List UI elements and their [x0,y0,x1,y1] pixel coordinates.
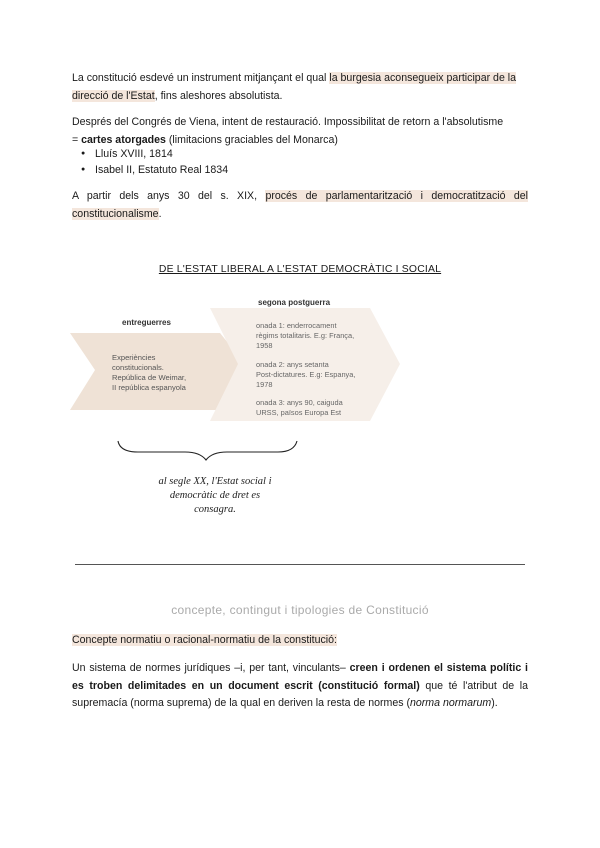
definition-bold: creen i ordenen el sistema polític i es troben delimitades en un document escrit (constitució formal) [72,662,529,692]
thirties-text: A partir dels anys 30 del s. XIX, [72,190,266,202]
definition-text-2: que té l'atribut de la supremacía (norma suprema) de la qual en deriven la resta de normes ( [72,679,529,709]
divider [75,564,525,565]
left-label: entreguerres [122,318,171,327]
bullet-item: ● Isabel II, Estatuto Real 1834 [95,162,228,178]
concept-heading [72,632,528,650]
right-label: segona postguerra [258,298,331,307]
right-wave-1: onada 1: enderrocament règims totalitaris. E.g: França, 1958 [256,321,355,350]
intro-highlight: la burgesia aconsegueix participar de la direcció de l'Estat [72,72,517,102]
handwritten-line: al segle XX, l'Estat social i [158,476,272,487]
thirties-end: . [158,207,162,220]
intro-text: La constitució esdevé un instrument mitjançant el qual [72,72,330,84]
section-heading: DE L'ESTAT LIBERAL A L'ESTAT DEMOCRÀTIC I SOCIAL [158,264,442,275]
handwritten-note [140,475,290,517]
left-text: Experiències constitucionals. República de Weimar, II república espanyola [112,353,187,392]
definition-paragraph [72,660,528,713]
vienna-eq: = [72,133,82,146]
curly-brace [118,441,297,460]
thirties-highlight: procés de parlamentarització i democratització del constitucionalisme [72,190,529,220]
vienna-text: Després del Congrés de Viena, intent de restauració. Impossibilitat de retorn a l'absolutisme [72,116,504,128]
vienna-bold: cartes atorgades [81,133,166,146]
definition-italic: norma normarum [410,697,492,709]
section-subtitle: concepte, contingut i tipologies de Constitució [171,603,429,617]
right-wave-2: onada 2: anys setanta Post-dictatures. E.g: Espanya, 1978 [256,360,356,389]
handwritten-line: democràtic de dret es [169,490,261,501]
right-wave-3: onada 3: anys 90, caiguda URSS, països Europa Est [256,398,343,417]
definition-end: ). [491,697,498,709]
intro-text-end: , fins aleshores absolutista. [154,89,283,102]
bullet-item: ● Lluís XVIII, 1814 [95,146,173,162]
definition-text: Un sistema de normes jurídiques –i, per tant, vinculants– [72,662,350,674]
handwritten-line: consagra. [194,504,236,515]
concept-heading-text: Concepte normatiu o racional-normatiu de la constitució: [72,634,337,646]
vienna-rest: (limitacions graciables del Monarca) [165,133,338,146]
